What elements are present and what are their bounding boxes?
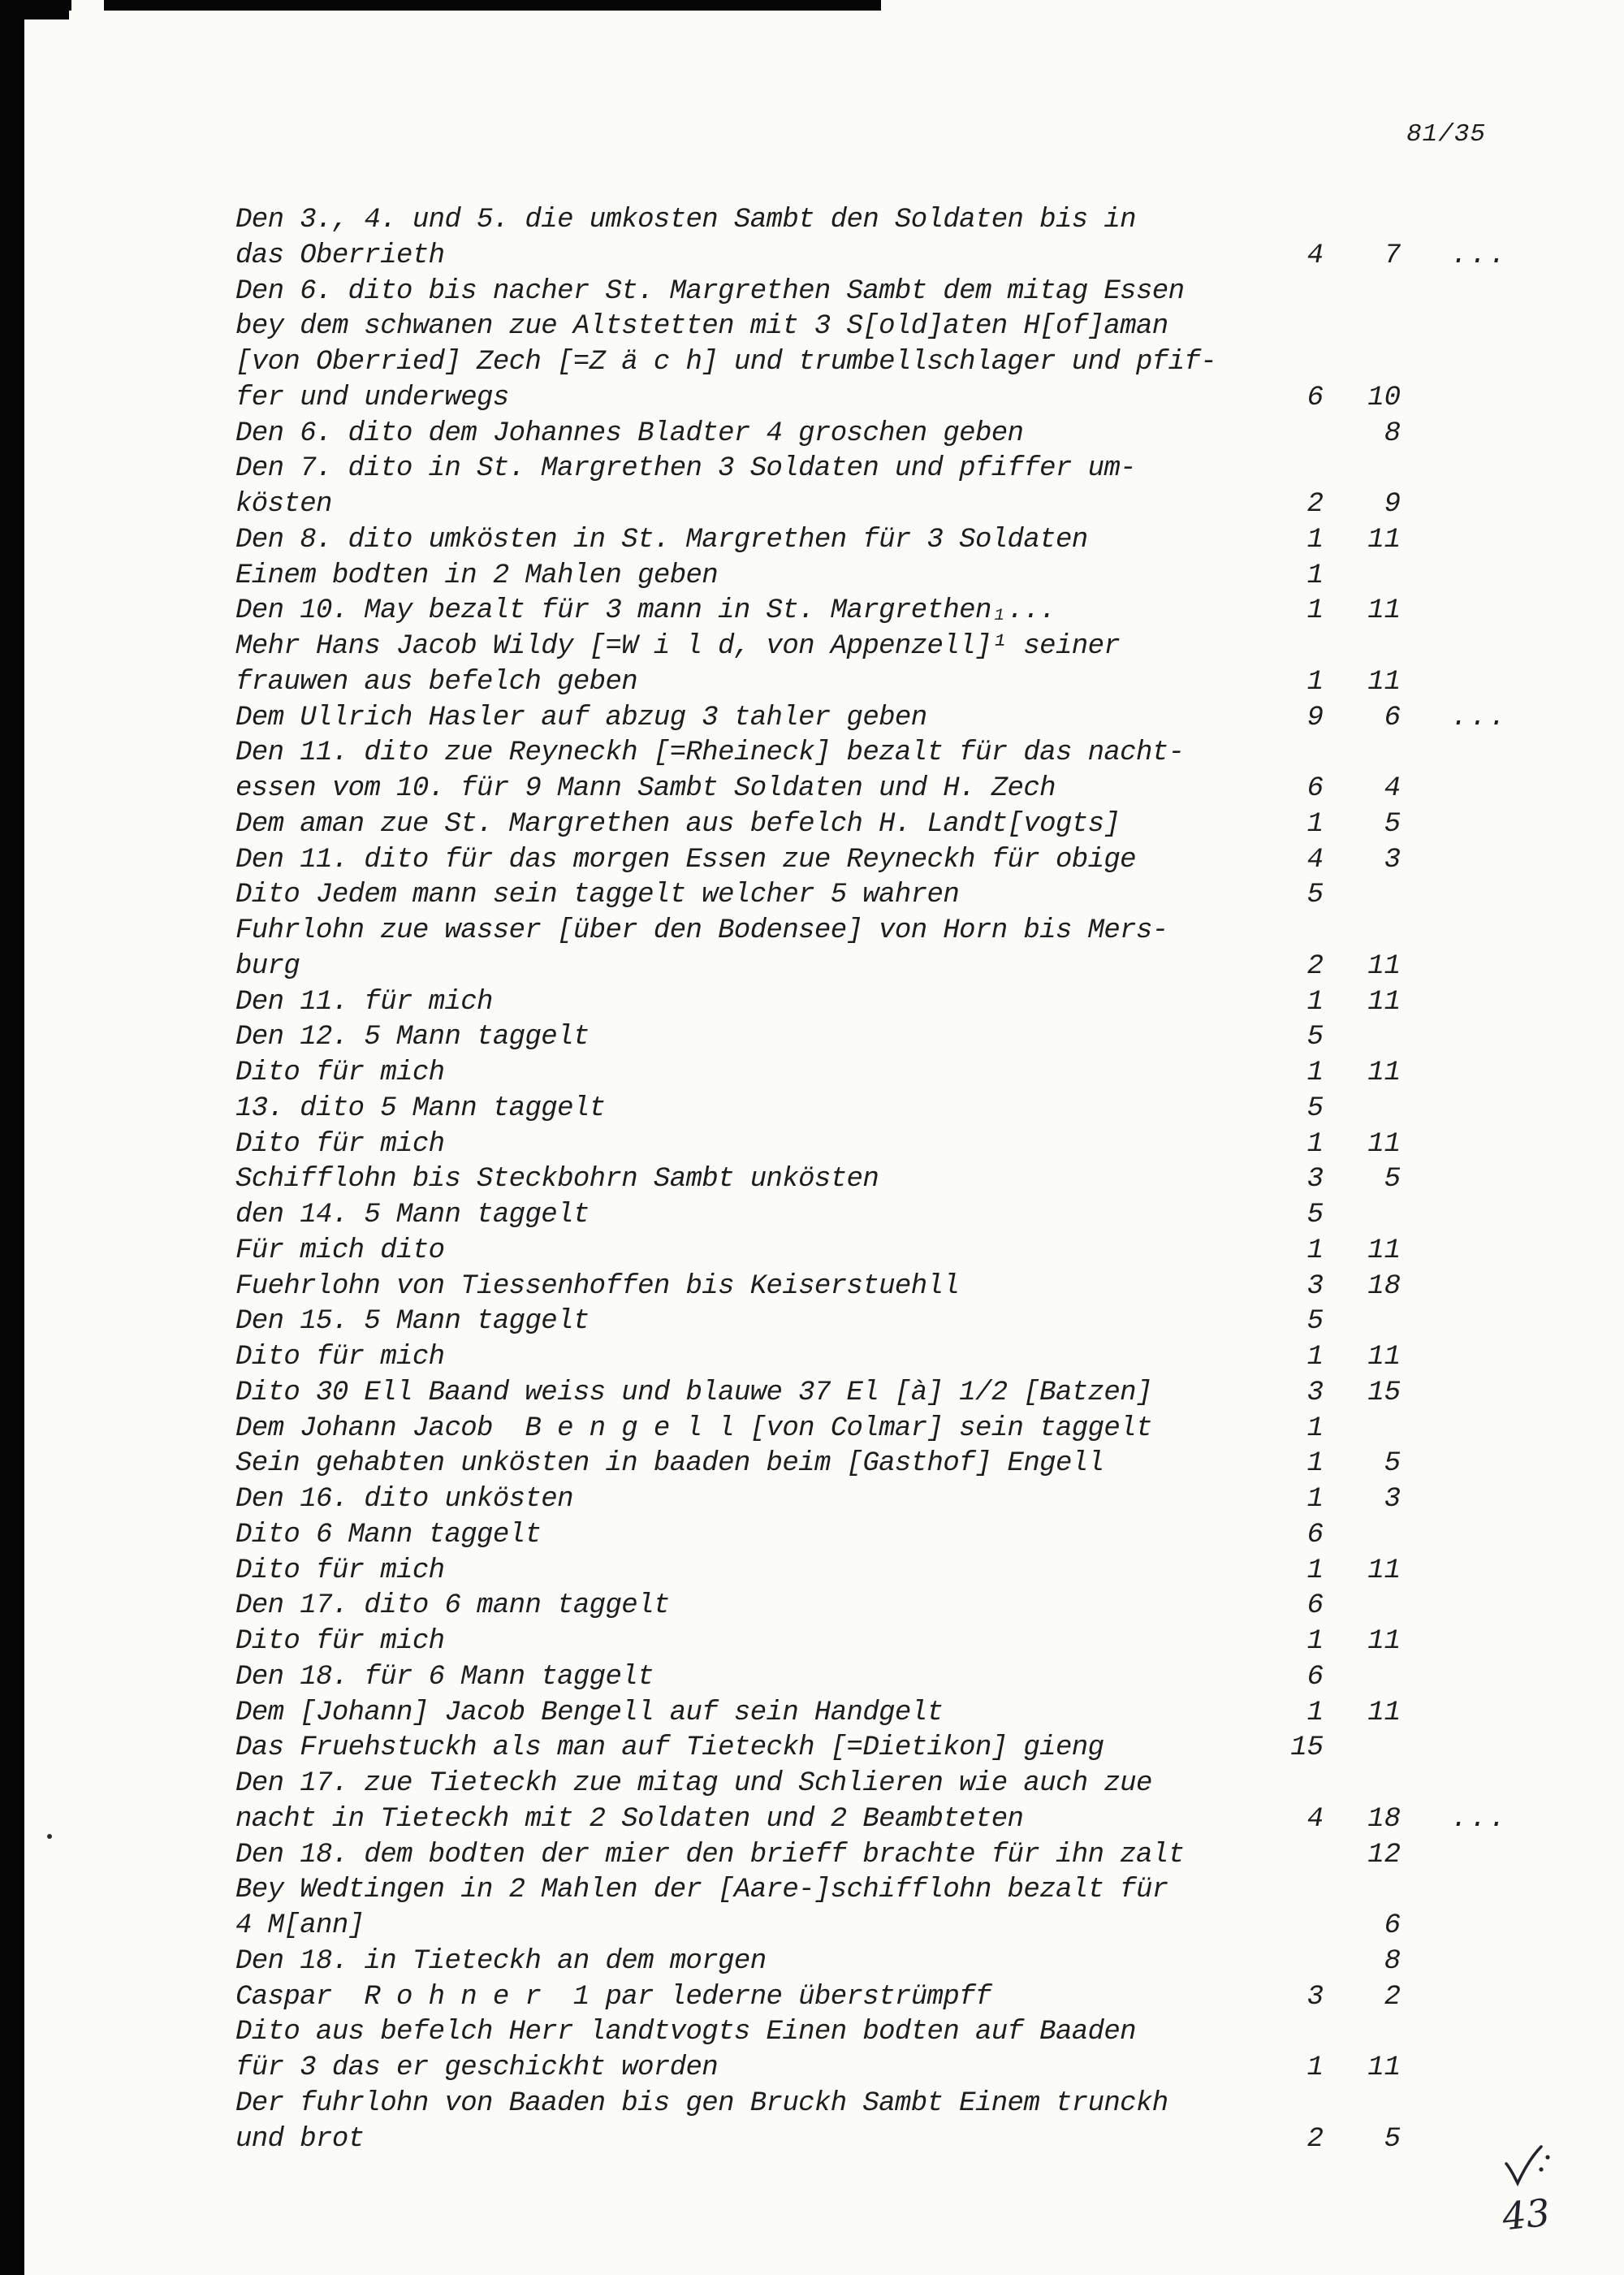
ledger-row-text: Den 18. in Tieteckh an dem morgen (235, 1945, 767, 1977)
ledger-row-amount-1: 3 (1307, 1981, 1324, 2013)
ledger-row-amount-2: 10 (1367, 382, 1401, 413)
ledger-row-amount-1: 6 (1307, 1590, 1324, 1622)
ledger-row-text: Bey Wedtingen in 2 Mahlen der [Aare-]schifflohn bezalt für (235, 1875, 1168, 1906)
ledger-row-text: und brot (235, 2123, 365, 2155)
ledger-row-amount-2: 9 (1384, 489, 1401, 520)
ledger-row (235, 1946, 1551, 1982)
ledger-row (235, 489, 1551, 525)
ledger-row-amount-2: 15 (1367, 1377, 1401, 1408)
ledger-row (235, 347, 1551, 383)
ledger-row (235, 2052, 1551, 2088)
ledger-row (235, 560, 1551, 596)
ledger-row (235, 667, 1551, 703)
ledger-row (235, 1164, 1551, 1200)
ledger-row (235, 1804, 1551, 1840)
ledger-row-text: nacht in Tieteckh mit 2 Soldaten und 2 Beambteten (235, 1803, 1024, 1835)
handwritten-check-icon (1501, 2143, 1559, 2190)
ledger-row-text: Den 6. dito bis nacher St. Margrethen Sambt dem mitag Essen (235, 275, 1185, 307)
ledger-row (235, 703, 1551, 738)
ledger-row-amount-1: 1 (1307, 1235, 1324, 1266)
ledger-row-amount-1: 9 (1307, 702, 1324, 733)
ledger-row (235, 1555, 1551, 1591)
ledger-row-amount-2: 18 (1367, 1803, 1401, 1835)
ledger-row-text: Dito für mich (235, 1626, 445, 1657)
ledger-row-dots: ... (1451, 240, 1509, 271)
ledger-row-amount-1: 5 (1307, 1092, 1324, 1124)
ledger-row (235, 1448, 1551, 1484)
ledger-row-text: burg (235, 950, 300, 982)
ledger-row-text: Der fuhrlohn von Baaden bis gen Bruckh Sambt Einem trunckh (235, 2087, 1168, 2119)
ledger-row-amount-1: 1 (1307, 1626, 1324, 1657)
ledger-row-text: frauwen aus befelch geben (235, 666, 638, 698)
ledger-row-text: den 14. 5 Mann taggelt (235, 1200, 590, 1230)
ledger-row (235, 1271, 1551, 1307)
ledger-row-amount-1: 1 (1307, 1697, 1324, 1728)
ledger-row-amount-1: 1 (1307, 560, 1324, 591)
ledger-row (235, 525, 1551, 560)
ledger-row-text: Den 11. dito für das morgen Essen zue Reyneckh für obige (235, 844, 1136, 876)
ledger-row (235, 1768, 1551, 1804)
ledger-row-amount-2: 6 (1384, 1910, 1401, 1941)
ledger-row (235, 1626, 1551, 1662)
ledger-row (235, 1306, 1551, 1342)
ledger-row-text: Dem Ullrich Hasler auf abzug 3 tahler geben (235, 702, 927, 733)
ledger-row-amount-2: 11 (1367, 1057, 1401, 1088)
ledger-row (235, 276, 1551, 312)
ledger-row (235, 1732, 1551, 1768)
ledger-row-text: Für mich dito (235, 1235, 445, 1266)
ledger-row (235, 1875, 1551, 1910)
ledger-row-amount-2: 11 (1367, 666, 1401, 698)
scan-edge-left (0, 0, 24, 2275)
ledger-row (235, 1093, 1551, 1129)
ledger-row (235, 1200, 1551, 1235)
ledger-row-amount-2: 12 (1367, 1839, 1401, 1871)
ledger-row-amount-2: 11 (1367, 1342, 1401, 1373)
ledger-row-text: Dem Johann Jacob B e n g e l l [von Colmar] sein taggelt (235, 1412, 1152, 1444)
ledger-row (235, 453, 1551, 489)
ledger-row (235, 1057, 1551, 1093)
ledger-row-amount-2: 11 (1367, 524, 1401, 556)
ledger-row-amount-1: 6 (1307, 1519, 1324, 1551)
ledger-row (235, 1662, 1551, 1698)
ledger-row-amount-2: 3 (1384, 844, 1401, 876)
scan-edge-top-gap (71, 0, 104, 11)
ledger-row-amount-2: 8 (1384, 1945, 1401, 1977)
ledger-row (235, 240, 1551, 276)
ledger-row-amount-2: 5 (1384, 808, 1401, 840)
ledger-row-amount-1: 6 (1307, 773, 1324, 804)
ledger-row-text: das Oberrieth (235, 240, 445, 271)
ledger-row-text: kösten (235, 489, 332, 520)
ledger-row-amount-2: 5 (1384, 1164, 1401, 1196)
ledger-row (235, 311, 1551, 347)
ledger-row-amount-2: 5 (1384, 1448, 1401, 1480)
ledger-row-text: Dito 6 Mann taggelt (235, 1519, 542, 1551)
ledger-row-amount-1: 1 (1307, 1448, 1324, 1480)
ledger-rows (235, 205, 1551, 2159)
ledger-row (235, 809, 1551, 845)
scan-edge-top (0, 0, 881, 11)
ledger-row-amount-1: 3 (1307, 1270, 1324, 1302)
ledger-row-amount-2: 2 (1384, 1981, 1401, 2013)
scan-corner-blob (0, 0, 69, 19)
ledger-row-amount-2: 11 (1367, 1128, 1401, 1160)
ledger-row-amount-1: 3 (1307, 1164, 1324, 1196)
handwritten-number: 43 (1500, 2190, 1553, 2239)
ledger-row (235, 845, 1551, 880)
ledger-row-amount-1: 5 (1307, 880, 1324, 911)
ledger-row-dots: ... (1451, 702, 1509, 733)
ledger-row (235, 1022, 1551, 1057)
ledger-row-amount-2: 5 (1384, 2123, 1401, 2155)
ledger-row (235, 383, 1551, 418)
ledger-row-text: Schifflohn bis Steckbohrn Sambt unkösten (235, 1164, 879, 1196)
ledger-row-text: Dem aman zue St. Margrethen aus befelch H. Landt[vogts] (235, 808, 1121, 840)
ledger-row-text: 13. dito 5 Mann taggelt (235, 1092, 606, 1124)
ledger-row (235, 773, 1551, 809)
ledger-row (235, 1840, 1551, 1875)
ledger-row-amount-1: 2 (1307, 950, 1324, 982)
ledger-row-amount-1: 5 (1307, 1200, 1324, 1230)
ledger-row-text: Dem [Johann] Jacob Bengell auf sein Handgelt (235, 1697, 944, 1728)
ledger-row-text: Den 12. 5 Mann taggelt (235, 1022, 590, 1053)
ledger-row-text: Den 17. dito 6 mann taggelt (235, 1590, 670, 1622)
ledger-row-amount-2: 11 (1367, 950, 1401, 982)
ledger-row-text: Den 7. dito in St. Margrethen 3 Soldaten und pfiffer um- (235, 453, 1136, 485)
ledger-row-amount-1: 4 (1307, 240, 1324, 271)
ledger-row-text: Dito aus befelch Herr landtvogts Einen bodten auf Baaden (235, 2017, 1136, 2048)
ledger-row-text: Den 11. für mich (235, 986, 493, 1018)
ledger-row (235, 1413, 1551, 1449)
ledger-row (235, 418, 1551, 454)
ledger-row-amount-2: 6 (1384, 702, 1401, 733)
ledger-row (235, 1378, 1551, 1413)
ledger-row-amount-2: 4 (1384, 773, 1401, 804)
ledger-row-amount-1: 15 (1290, 1732, 1324, 1764)
page-number: 81/35 (1406, 120, 1486, 149)
ledger-row-text: Den 3., 4. und 5. die umkosten Sambt den Soldaten bis in (235, 205, 1136, 236)
ledger-row (235, 1698, 1551, 1733)
ledger-row-amount-2: 18 (1367, 1270, 1401, 1302)
ledger-row (235, 951, 1551, 987)
ledger-row-amount-1: 1 (1307, 1484, 1324, 1515)
ledger-row-amount-1: 1 (1307, 524, 1324, 556)
ledger-row-amount-1: 1 (1307, 595, 1324, 627)
ledger-row-amount-1: 3 (1307, 1377, 1324, 1408)
ledger-row-text: Fuhrlohn zue wasser [über den Bodensee] von Horn bis Mers- (235, 915, 1168, 946)
ledger-row-text: Fuehrlohn von Tiessenhoffen bis Keiserstuehll (235, 1270, 960, 1302)
ledger-row-text: Den 15. 5 Mann taggelt (235, 1306, 590, 1338)
scan-speck (47, 1834, 52, 1839)
ledger-row-text: Sein gehabten unkösten in baaden beim [Gasthof] Engell (235, 1448, 1104, 1480)
ledger-row-amount-2: 7 (1384, 240, 1401, 271)
ledger-row-text: Den 8. dito umkösten in St. Margrethen für 3 Soldaten (235, 524, 1088, 556)
ledger-row (235, 1235, 1551, 1271)
ledger-row-text: Mehr Hans Jacob Wildy [=W i l d, von Appenzell]¹ seiner (235, 631, 1121, 662)
ledger-row-amount-1: 4 (1307, 844, 1324, 876)
ledger-row-text: essen vom 10. für 9 Mann Sambt Soldaten und H. Zech (235, 773, 1056, 804)
ledger-row (235, 880, 1551, 915)
ledger-row-amount-1: 1 (1307, 1555, 1324, 1586)
ledger-row (235, 1342, 1551, 1378)
ledger-row-text: Den 18. dem bodten der mier den brieff brachte für ihn zalt (235, 1839, 1185, 1871)
ledger-row-amount-2: 11 (1367, 1626, 1401, 1657)
ledger-row-text: Dito für mich (235, 1057, 445, 1088)
ledger-row-text: Dito für mich (235, 1555, 445, 1586)
ledger-row-amount-2: 11 (1367, 986, 1401, 1018)
ledger-row-amount-1: 1 (1307, 2052, 1324, 2083)
ledger-row-amount-2: 3 (1384, 1484, 1401, 1515)
ledger-row (235, 1590, 1551, 1626)
ledger-row-amount-1: 1 (1307, 1412, 1324, 1444)
ledger-row-text: für 3 das er geschickht worden (235, 2052, 719, 2083)
ledger-row (235, 2124, 1551, 2160)
ledger-row-amount-1: 4 (1307, 1803, 1324, 1835)
ledger-row-amount-1: 1 (1307, 1342, 1324, 1373)
ledger-row (235, 631, 1551, 667)
ledger-row-text: Dito für mich (235, 1342, 445, 1373)
ledger-row (235, 915, 1551, 951)
ledger-row-amount-2: 11 (1367, 2052, 1401, 2083)
ledger-row-text: Dito für mich (235, 1128, 445, 1160)
ledger-row-amount-2: 11 (1367, 1697, 1401, 1728)
ledger-row-text: fer und underwegs (235, 382, 509, 413)
ledger-row-text: Den 11. dito zue Reyneckh [=Rheineck] bezalt für das nacht- (235, 737, 1185, 769)
ledger-row (235, 1520, 1551, 1555)
ledger-row (235, 595, 1551, 631)
ledger-row-text: Einem bodten in 2 Mahlen geben (235, 560, 719, 591)
ledger-row-text: Den 16. dito unkösten (235, 1484, 573, 1515)
ledger-row-text: Caspar R o h n e r 1 par lederne überstrümpff (235, 1981, 991, 2013)
ledger-row-amount-2: 11 (1367, 595, 1401, 627)
ledger-row-amount-1: 1 (1307, 666, 1324, 698)
ledger-row (235, 205, 1551, 240)
ledger-row (235, 2017, 1551, 2052)
ledger-row-text: Dito 30 Ell Baand weiss und blauwe 37 El [à] 1/2 [Batzen] (235, 1377, 1152, 1408)
ledger-row (235, 1910, 1551, 1946)
ledger-row (235, 1982, 1551, 2018)
ledger-row-text: 4 M[ann] (235, 1910, 365, 1941)
ledger-row (235, 1484, 1551, 1520)
ledger-row-amount-1: 5 (1307, 1306, 1324, 1338)
ledger-row-amount-1: 6 (1307, 1661, 1324, 1693)
handwritten-annotation (1501, 2143, 1590, 2256)
ledger-row-amount-2: 11 (1367, 1555, 1401, 1586)
ledger-row-amount-1: 2 (1307, 2123, 1324, 2155)
ledger-row (235, 987, 1551, 1023)
ledger-row-text: Dito Jedem mann sein taggelt welcher 5 wahren (235, 880, 960, 911)
ledger-row-dots: ... (1451, 1803, 1509, 1835)
ledger-row-text: Das Fruehstuckh als man auf Tieteckh [=Dietikon] gieng (235, 1732, 1104, 1764)
ledger-row-amount-1: 2 (1307, 489, 1324, 520)
ledger-row-text: Den 18. für 6 Mann taggelt (235, 1661, 654, 1693)
ledger-row-text: bey dem schwanen zue Altstetten mit 3 S[old]aten H[of]aman (235, 311, 1168, 343)
ledger-row-amount-1: 1 (1307, 1128, 1324, 1160)
ledger-row-amount-2: 8 (1384, 417, 1401, 449)
ledger-row (235, 2088, 1551, 2124)
ledger-row-text: Den 10. May bezalt für 3 mann in St. Margrethen₁... (235, 595, 1056, 627)
ledger-row (235, 1129, 1551, 1165)
ledger-row-amount-1: 1 (1307, 1057, 1324, 1088)
ledger-row-amount-1: 1 (1307, 808, 1324, 840)
ledger-row-text: Den 17. zue Tieteckh zue mitag und Schlieren wie auch zue (235, 1768, 1152, 1799)
ledger-row-text: Den 6. dito dem Johannes Bladter 4 groschen geben (235, 417, 1024, 449)
ledger-row-amount-1: 6 (1307, 382, 1324, 413)
ledger-row (235, 737, 1551, 773)
ledger-row-text: [von Oberried] Zech [=Z ä c h] und trumbellschlager und pfif- (235, 347, 1217, 378)
ledger-row-amount-1: 5 (1307, 1022, 1324, 1053)
ledger-row-amount-2: 11 (1367, 1235, 1401, 1266)
ledger-row-amount-1: 1 (1307, 986, 1324, 1018)
